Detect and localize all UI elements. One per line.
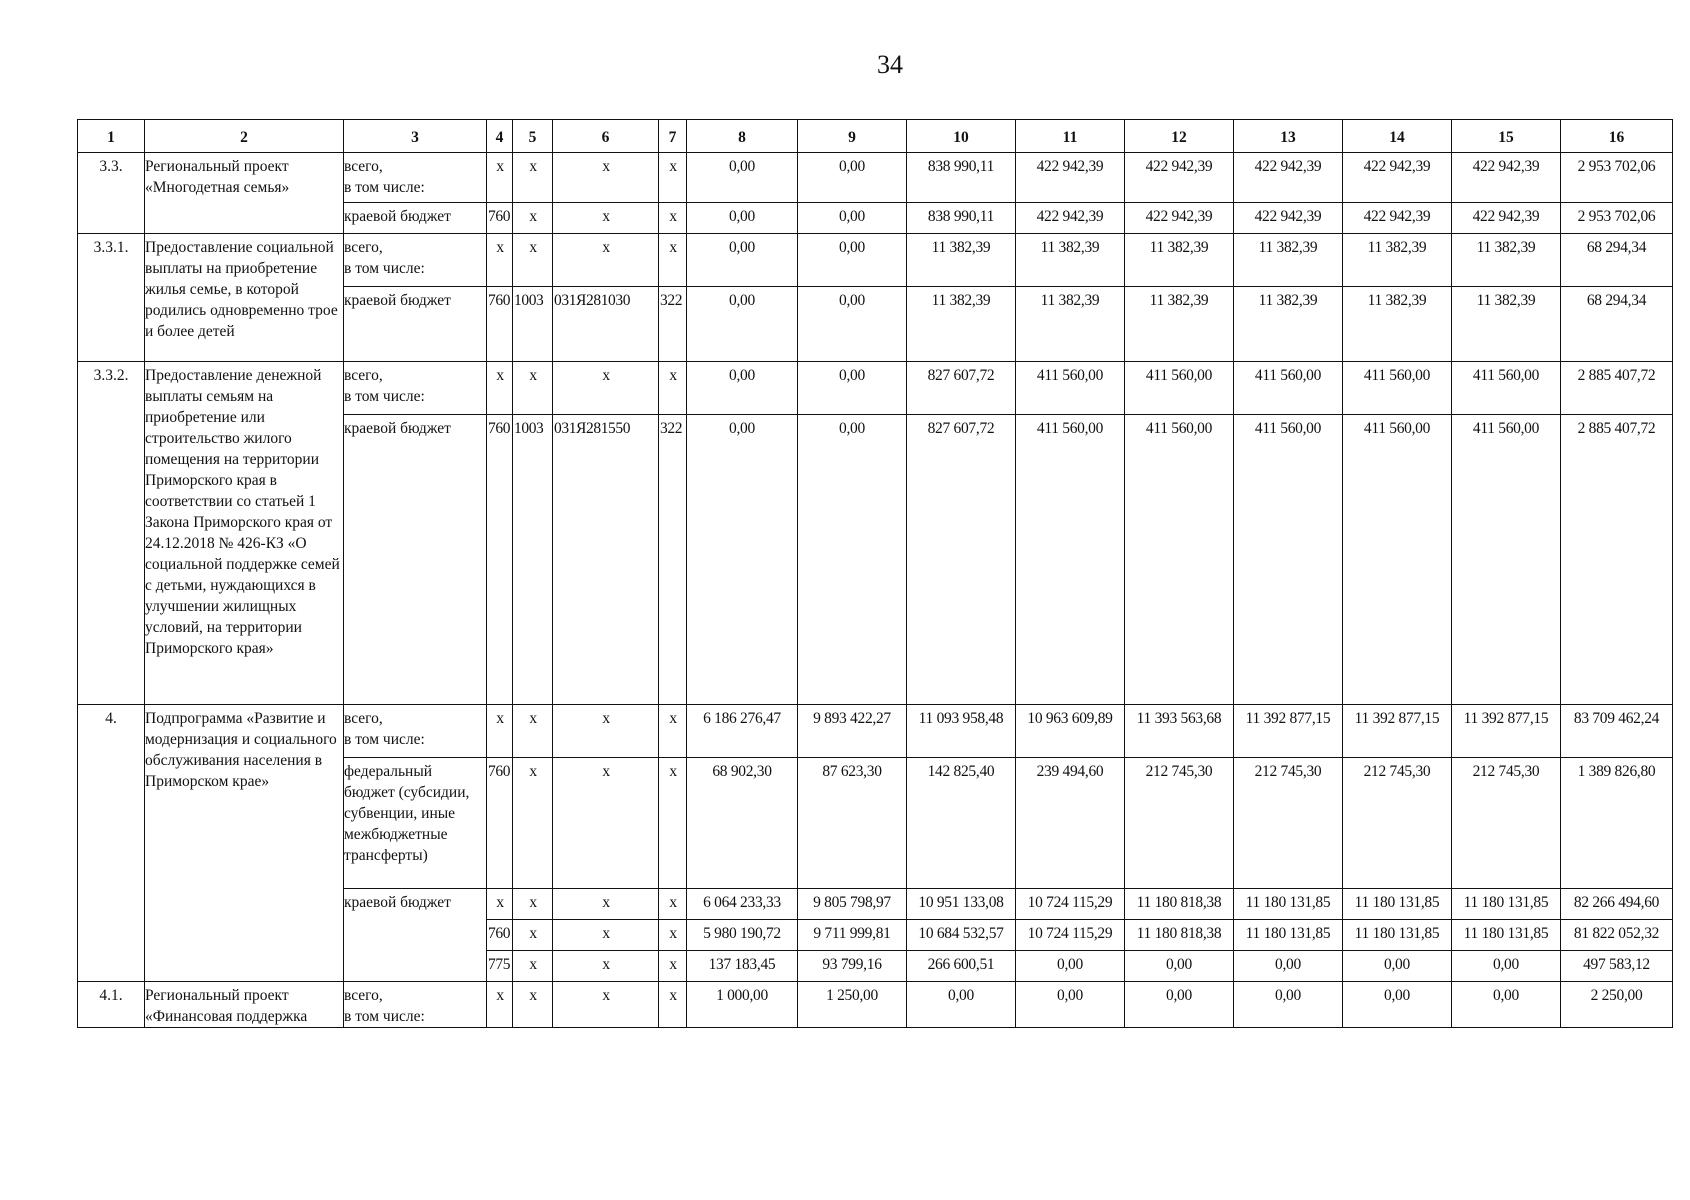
code-cell: x [553,920,659,951]
value-cell: 10 951 133,08 [907,889,1016,920]
value-cell: 11 180 131,85 [1343,920,1452,951]
value-cell: 11 382,39 [1234,287,1343,362]
code-cell: 031Я281030 [553,287,659,362]
value-cell: 0,00 [1234,951,1343,982]
value-cell: 0,00 [687,415,798,705]
label-line: всего, [344,158,383,175]
value-cell: 838 990,11 [907,203,1016,234]
value-cell: 87 623,30 [798,758,907,889]
value-cell: 11 180 131,85 [1343,889,1452,920]
value-cell: 137 183,45 [687,951,798,982]
value-cell: 497 583,12 [1561,951,1673,982]
code-cell: x [553,758,659,889]
code-cell: x [553,705,659,758]
row-label-kraevoy: краевой бюджет [344,415,487,705]
value-cell: 11 382,39 [1125,287,1234,362]
value-cell: 2 885 407,72 [1561,362,1673,415]
section-name: Предоставление социальной выплаты на приобретение жилья семье, в которой родились одновременно трое и более детей [145,234,344,362]
value-cell: 266 600,51 [907,951,1016,982]
code-cell: x [659,758,687,889]
code-cell: x [513,234,553,287]
code-cell: x [487,153,513,203]
value-cell: 0,00 [687,362,798,415]
value-cell: 11 392 877,15 [1452,705,1561,758]
section-name: Предоставление денежной выплаты семьям на приобретение или строительство жилого помещения на территории Приморского края в соответствии со статьей 1 Закона Приморского края от 24.12.2018 № 426-КЗ «О социальной поддержке семей с детьми, нуждающихся в улучшении жилищных условий, на территории Приморского края» [145,362,344,705]
value-cell: 212 745,30 [1125,758,1234,889]
column-header: 6 [553,120,659,153]
value-cell: 411 560,00 [1452,362,1561,415]
code-cell: x [659,920,687,951]
code-cell: 760 [487,758,513,889]
value-cell: 0,00 [1452,982,1561,1028]
code-cell: x [513,203,553,234]
code-cell: x [513,920,553,951]
value-cell: 422 942,39 [1125,203,1234,234]
label-line: в том числе: [344,731,425,748]
label-line: всего, [344,367,383,384]
table-row [78,234,1673,287]
value-cell: 0,00 [907,982,1016,1028]
code-cell: x [513,982,553,1028]
value-cell: 11 093 958,48 [907,705,1016,758]
row-label-federal: федеральный бюджет (субсидии, субвенции, иные межбюджетные трансферты) [344,758,487,889]
value-cell: 411 560,00 [1125,415,1234,705]
value-cell: 0,00 [687,153,798,203]
label-line: в том числе: [344,388,425,405]
section-name: Региональный проект «Многодетная семья» [145,153,344,234]
row-label-kraevoy: краевой бюджет [344,203,487,234]
value-cell: 0,00 [1452,951,1561,982]
row-label-kraevoy: краевой бюджет [344,889,487,982]
value-cell: 411 560,00 [1452,415,1561,705]
value-cell: 2 885 407,72 [1561,415,1673,705]
value-cell: 1 000,00 [687,982,798,1028]
value-cell: 11 392 877,15 [1234,705,1343,758]
value-cell: 422 942,39 [1452,203,1561,234]
value-cell: 0,00 [687,203,798,234]
code-cell: x [553,889,659,920]
code-cell: 1003 [513,415,553,705]
column-header: 10 [907,120,1016,153]
value-cell: 422 942,39 [1016,203,1125,234]
value-cell: 0,00 [1016,982,1125,1028]
code-cell: x [659,951,687,982]
value-cell: 11 382,39 [1016,287,1125,362]
value-cell: 422 942,39 [1125,153,1234,203]
row-label-kraevoy: краевой бюджет [344,287,487,362]
code-cell: x [513,758,553,889]
code-cell: x [553,951,659,982]
value-cell: 11 382,39 [1234,234,1343,287]
code-cell: 760 [487,287,513,362]
value-cell: 0,00 [798,415,907,705]
column-header: 15 [1452,120,1561,153]
value-cell: 212 745,30 [1234,758,1343,889]
column-header: 14 [1343,120,1452,153]
value-cell: 2 953 702,06 [1561,203,1673,234]
value-cell: 411 560,00 [1016,362,1125,415]
value-cell: 411 560,00 [1125,362,1234,415]
section-index: 3.3.1. [78,234,145,362]
label-line: в том числе: [344,260,425,277]
column-header: 4 [487,120,513,153]
value-cell: 827 607,72 [907,415,1016,705]
code-cell: 1003 [513,287,553,362]
section-name: Подпрограмма «Развитие и модернизация и социального обслуживания населения в Приморском крае» [145,705,344,982]
column-header: 8 [687,120,798,153]
value-cell: 11 180 818,38 [1125,889,1234,920]
table-row [78,153,1673,203]
value-cell: 422 942,39 [1343,153,1452,203]
value-cell: 10 724 115,29 [1016,889,1125,920]
value-cell: 11 382,39 [1452,287,1561,362]
code-cell: x [659,153,687,203]
column-header: 16 [1561,120,1673,153]
value-cell: 11 382,39 [1343,234,1452,287]
value-cell: 11 180 818,38 [1125,920,1234,951]
value-cell: 0,00 [798,362,907,415]
value-cell: 0,00 [798,234,907,287]
value-cell: 93 799,16 [798,951,907,982]
code-cell: x [487,362,513,415]
table-row [78,362,1673,415]
section-index: 3.3. [78,153,145,234]
value-cell: 422 942,39 [1343,203,1452,234]
value-cell: 422 942,39 [1016,153,1125,203]
value-cell: 0,00 [687,234,798,287]
section-index: 4.1. [78,982,145,1028]
value-cell: 422 942,39 [1452,153,1561,203]
code-cell: 760 [487,920,513,951]
value-cell: 2 250,00 [1561,982,1673,1028]
value-cell: 11 180 131,85 [1452,920,1561,951]
code-cell: x [553,203,659,234]
value-cell: 411 560,00 [1234,362,1343,415]
value-cell: 212 745,30 [1452,758,1561,889]
code-cell: x [659,203,687,234]
label-line: всего, [344,239,383,256]
value-cell: 142 825,40 [907,758,1016,889]
value-cell: 0,00 [1125,982,1234,1028]
value-cell: 827 607,72 [907,362,1016,415]
code-cell: x [553,982,659,1028]
code-cell: x [659,982,687,1028]
value-cell: 11 382,39 [1343,287,1452,362]
value-cell: 411 560,00 [1343,415,1452,705]
value-cell: 5 980 190,72 [687,920,798,951]
budget-table [77,119,1673,1028]
value-cell: 0,00 [1125,951,1234,982]
code-cell: x [659,889,687,920]
value-cell: 11 392 877,15 [1343,705,1452,758]
code-cell: x [513,705,553,758]
code-cell: x [659,362,687,415]
code-cell: x [487,982,513,1028]
column-header: 2 [145,120,344,153]
table-row [78,982,1673,1028]
value-cell: 6 186 276,47 [687,705,798,758]
code-cell: 322 [659,415,687,705]
code-cell: x [487,234,513,287]
row-label-total [344,982,487,1028]
value-cell: 422 942,39 [1234,153,1343,203]
row-label-total [344,234,487,287]
code-cell: x [659,705,687,758]
value-cell: 838 990,11 [907,153,1016,203]
table-row [78,705,1673,758]
label-line: в том числе: [344,179,425,196]
column-header: 12 [1125,120,1234,153]
section-index: 4. [78,705,145,982]
column-header: 3 [344,120,487,153]
page-number: 34 [877,50,903,79]
code-cell: x [513,362,553,415]
value-cell: 0,00 [1343,951,1452,982]
value-cell: 422 942,39 [1234,203,1343,234]
row-label-total [344,153,487,203]
code-cell: x [553,234,659,287]
code-cell: 760 [487,415,513,705]
value-cell: 9 805 798,97 [798,889,907,920]
section-index: 3.3.2. [78,362,145,705]
value-cell: 0,00 [1234,982,1343,1028]
value-cell: 11 180 131,85 [1452,889,1561,920]
label-line: всего, [344,987,383,1004]
value-cell: 1 389 826,80 [1561,758,1673,889]
row-label-total [344,362,487,415]
value-cell: 2 953 702,06 [1561,153,1673,203]
label-line: в том числе: [344,1008,425,1025]
column-header: 9 [798,120,907,153]
value-cell: 0,00 [1016,951,1125,982]
value-cell: 10 724 115,29 [1016,920,1125,951]
value-cell: 0,00 [798,203,907,234]
code-cell: x [553,362,659,415]
column-header: 11 [1016,120,1125,153]
value-cell: 0,00 [1343,982,1452,1028]
value-cell: 11 382,39 [907,287,1016,362]
value-cell: 9 711 999,81 [798,920,907,951]
code-cell: x [659,234,687,287]
value-cell: 0,00 [687,287,798,362]
code-cell: x [513,153,553,203]
section-name: Региональный проект «Финансовая поддержка [145,982,344,1028]
value-cell: 81 822 052,32 [1561,920,1673,951]
code-cell: 322 [659,287,687,362]
code-cell: x [487,705,513,758]
code-cell: x [513,889,553,920]
value-cell: 83 709 462,24 [1561,705,1673,758]
value-cell: 411 560,00 [1234,415,1343,705]
value-cell: 6 064 233,33 [687,889,798,920]
value-cell: 411 560,00 [1016,415,1125,705]
code-cell: x [487,889,513,920]
value-cell: 10 684 532,57 [907,920,1016,951]
label-line: всего, [344,710,383,727]
value-cell: 239 494,60 [1016,758,1125,889]
value-cell: 68 902,30 [687,758,798,889]
header-row [78,120,1673,153]
code-cell: 760 [487,203,513,234]
value-cell: 9 893 422,27 [798,705,907,758]
code-cell: x [553,153,659,203]
column-header: 1 [78,120,145,153]
column-header: 5 [513,120,553,153]
value-cell: 411 560,00 [1343,362,1452,415]
row-label-total [344,705,487,758]
value-cell: 68 294,34 [1561,287,1673,362]
value-cell: 11 393 563,68 [1125,705,1234,758]
value-cell: 11 382,39 [1452,234,1561,287]
value-cell: 11 382,39 [1016,234,1125,287]
value-cell: 68 294,34 [1561,234,1673,287]
value-cell: 11 382,39 [1125,234,1234,287]
value-cell: 1 250,00 [798,982,907,1028]
value-cell: 11 180 131,85 [1234,889,1343,920]
value-cell: 82 266 494,60 [1561,889,1673,920]
code-cell: x [513,951,553,982]
value-cell: 0,00 [798,153,907,203]
column-header: 13 [1234,120,1343,153]
value-cell: 212 745,30 [1343,758,1452,889]
code-cell: 775 [487,951,513,982]
value-cell: 0,00 [798,287,907,362]
code-cell: 031Я281550 [553,415,659,705]
value-cell: 10 963 609,89 [1016,705,1125,758]
value-cell: 11 180 131,85 [1234,920,1343,951]
value-cell: 11 382,39 [907,234,1016,287]
column-header: 7 [659,120,687,153]
